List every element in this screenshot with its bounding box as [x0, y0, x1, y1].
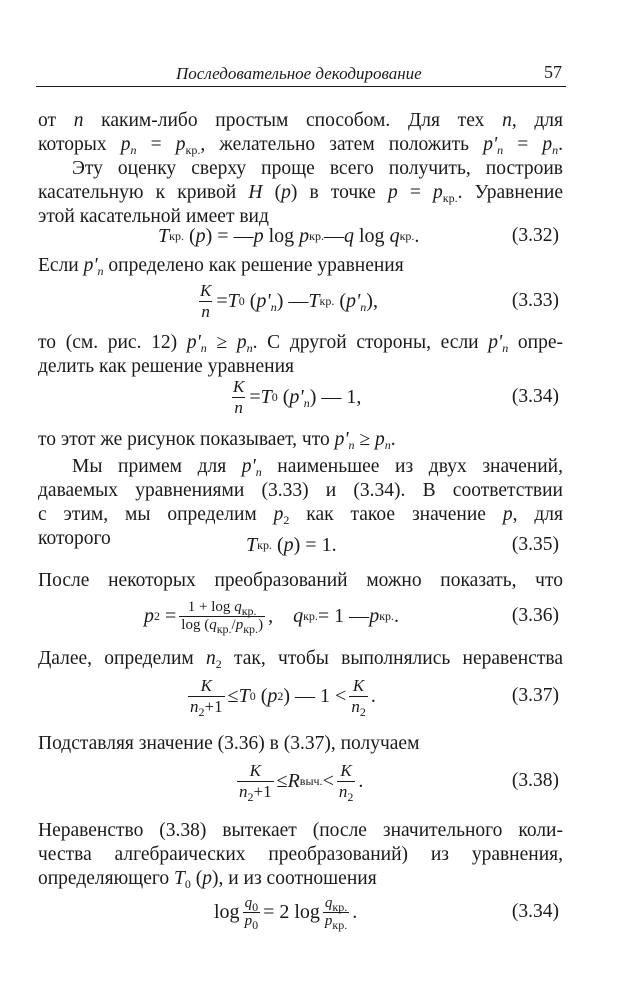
text-line: этой касательной имеет вид [38, 206, 269, 227]
text-line: Подставляя значение (3.36) в (3.37), получаем [38, 733, 420, 754]
text-line: касательную к кривой H (p) в точке $p = p_{кр.}$. Уравнение [38, 182, 563, 205]
text-line: Далее, определим $n_2$ так, чтобы выполнялись неравенства [38, 648, 563, 671]
text-line: которых $p_n = p_{кр.}$, желательно затем положить $p'_n = p_n$. [38, 134, 564, 157]
equation-number: (3.36) [511, 605, 559, 626]
equation-3-34b: log $\frac{q_0}{p_0}$ = 2 log $\frac{q_{кр.}}{p_{кр.}}$ . (3.34) [214, 894, 559, 932]
equation-3-37: $\frac{K}{n_2+1}$ ≤ T 0 ( p 2 ) — 1 < $\frac{K}{n_2}$ . (3.37) [190, 675, 559, 719]
equation-number: (3.33) [511, 290, 559, 311]
equation-3-36: p 2 = $\frac{1 + \log q_{кр.}}{\log (q_{кр.}/p_{кр.})}$ , q кр. = 1 — p кр. . (3.36) [144, 598, 559, 636]
text-line: с этим, мы определим $p_2$ как такое значение p, для [38, 504, 564, 527]
header-rule [36, 86, 566, 87]
text-line: которого [38, 528, 111, 549]
text-line: то (см. рис. 12) $p'_n \ge p_n$. С другой стороны, если $p'_n$ опре- [38, 332, 563, 355]
equation-3-35: T кр. ( p ) = 1. (3.35) [246, 533, 559, 556]
equation-3-38: $\frac{K}{n_2+1}$ ≤ R выч. < $\frac{K}{n_2}$ . (3.38) [239, 760, 559, 804]
equation-number: (3.35) [511, 534, 559, 555]
equation-3-32: T кр. ( p ) = — p log p кр. — q log q кр. . (3.32) [158, 224, 559, 247]
equation-number: (3.37) [511, 685, 559, 706]
text-line: После некоторых преобразований можно показать, что [38, 570, 563, 591]
equation-number: (3.32) [511, 225, 559, 246]
equation-3-33: $\frac{K}{n}$ = T 0 ( $p'_n$ ) — T кр. ( $p'_n$ ), (3.33) [200, 280, 559, 321]
text-line: Эту оценку сверху проще всего получить, построив [72, 158, 563, 179]
header-title: Последовательное декодирование [176, 64, 422, 83]
text-line: Если $p'_n$ определено как решение уравнения [38, 255, 404, 278]
page-number: 57 [544, 62, 562, 82]
text-line: определяющего $T_0$ (p), и из соотношения [38, 868, 377, 891]
text-line: то этот же рисунок показывает, что $p'_n \ge p_n$. [38, 429, 396, 452]
text-line: Неравенство (3.38) вытекает (после значительного коли- [38, 820, 563, 841]
text-line: от n каким-либо простым способом. Для тех n, для [38, 110, 564, 131]
text-line: делить как решение уравнения [38, 356, 294, 377]
equation-number: (3.38) [511, 770, 559, 791]
equation-3-34a: $\frac{K}{n}$ = T 0 ( $p'_n$ ) — 1, (3.34) [233, 376, 559, 417]
text-line: даваемых уравнениями (3.33) и (3.34). В соответствии [38, 480, 563, 501]
text-line: чества алгебраических преобразований) из уравнения, [38, 844, 563, 865]
equation-number: (3.34) [511, 386, 559, 407]
text-line: Мы примем для $p'_n$ наименьшее из двух значений, [72, 456, 563, 479]
equation-number: (3.34) [511, 901, 559, 922]
running-header [36, 62, 566, 88]
